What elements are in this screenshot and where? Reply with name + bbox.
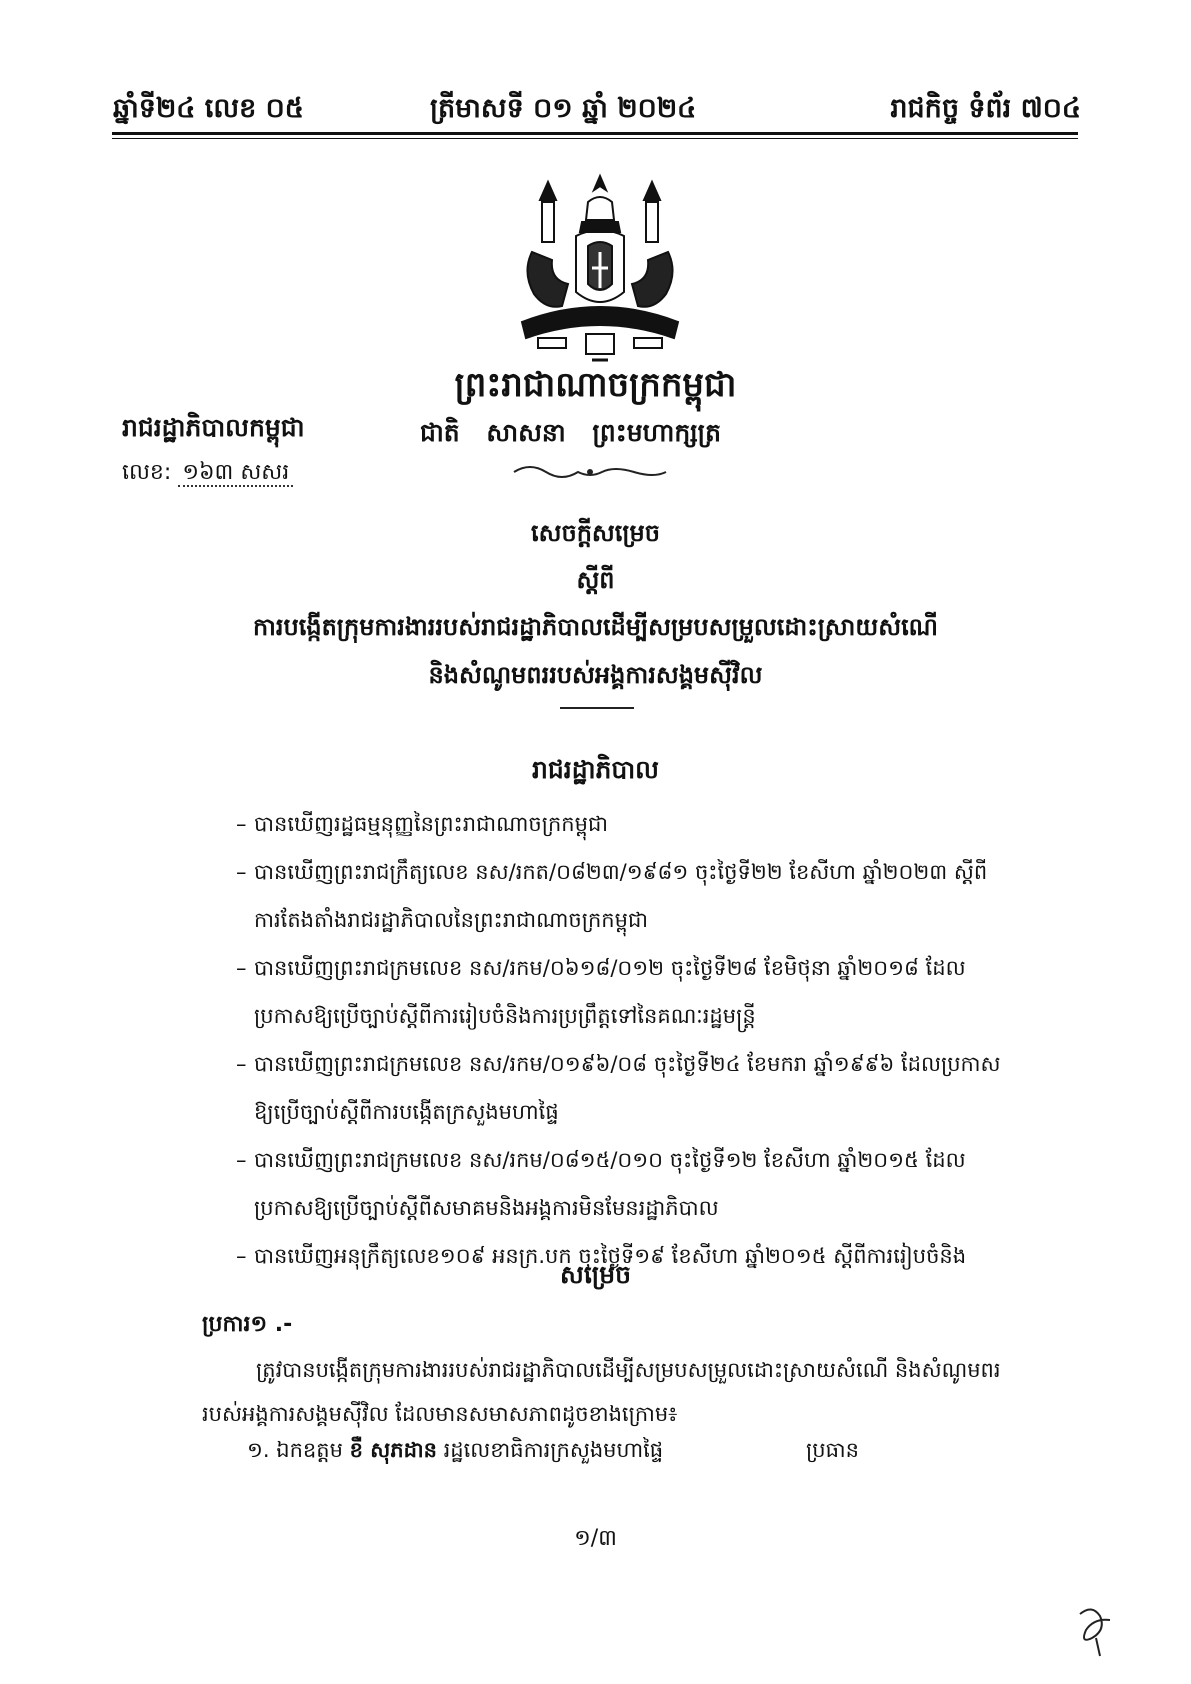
visa-line: ប្រកាសឱ្យប្រើច្បាប់ស្តីពីសមាគមនិងអង្គការមិនមែនរដ្ឋាភិបាល [254, 1196, 719, 1220]
article-text-line: ត្រូវបានបង្កើតក្រុមការងាររបស់រាជរដ្ឋាភិបាលដើម្បីសម្របសម្រួលដោះស្រាយសំណើ និងសំណូមពរ [256, 1358, 1001, 1382]
decision-number-value: ១៦៣ សសរ [178, 460, 293, 487]
member-role: ប្រធាន [806, 1438, 859, 1462]
visa-item: – បានឃើញរដ្ឋធម្មនុញ្ញនៃព្រះរាជាណាចក្រកម្ពុជា [254, 800, 1034, 848]
national-motto: ជាតិ សាសនា ព្រះមហាក្សត្រ [420, 418, 721, 447]
visa-item: – បានឃើញអនុក្រឹត្យលេខ១០៩ អនក្រ.បក ចុះថ្ងៃទី១៩ ខែសីហា ឆ្នាំ២០១៥ ស្តីពីការរៀបចំនិង [254, 1232, 1034, 1280]
kingdom-name: ព្រះរាជាណាចក្រកម្ពុជា [454, 365, 737, 405]
visa-line: បានឃើញព្រះរាជក្រមលេខ នស/រកម/០៦១៨/០១២ ចុះថ្ងៃទី២៨ ខែមិថុនា ឆ្នាំ២០១៨ ដែល [254, 956, 966, 980]
member-position: រដ្ឋលេខាធិការក្រសួងមហាផ្ទៃ [443, 1438, 664, 1462]
handwritten-initial-icon [1070, 1600, 1120, 1660]
article-label: ប្រការ១ .- [202, 1312, 293, 1337]
title-on: ស្តីពី [576, 566, 615, 594]
visa-item: – បានឃើញព្រះរាជក្រឹត្យលេខ នស/រកត/០៨២៣/១៩៨១ ចុះថ្ងៃទី២២ ខែសីហា ឆ្នាំ២០២៣ ស្តីពី ការតែងតាំងរាជរដ្ឋាភិបាលនៃព្រះរាជាណាចក្រកម្ពុជា [254, 848, 1034, 944]
subject-line-2: និងសំណូមពររបស់អង្គការសង្គមស៊ីវិល [428, 661, 763, 689]
gazette-volume: ឆ្នាំទី២៤ លេខ ០៥ [113, 93, 304, 124]
member-title: ឯកឧត្តម [276, 1438, 343, 1462]
member-entry [247, 1437, 663, 1468]
decision-heading: សម្រេច [560, 1260, 631, 1289]
decision-number [122, 458, 293, 490]
member-index: ១. [247, 1438, 270, 1462]
visa-item: – បានឃើញព្រះរាជក្រមលេខ នស/រកម/០៦១៨/០១២ ចុះថ្ងៃទី២៨ ខែមិថុនា ឆ្នាំ២០១៨ ដែល ប្រកាសឱ្យប្រើច្បាប់ស្តីពីការរៀបចំនិងការប្រព្រឹត្តទៅនៃគណៈរដ្ឋមន្ត្រី [254, 944, 1034, 1040]
gazette-quarter: ត្រីមាសទី ០១ ឆ្នាំ ២០២៤ [430, 93, 697, 124]
document-type: សេចក្តីសម្រេច [530, 519, 661, 547]
visa-line: បានឃើញព្រះរាជក្រឹត្យលេខ នស/រកត/០៨២៣/១៩៨១ ចុះថ្ងៃទី២២ ខែសីហា ឆ្នាំ២០២៣ ស្តីពី [254, 860, 988, 884]
article-text [202, 1348, 1046, 1436]
royal-coat-of-arms-icon [502, 172, 698, 372]
visa-line: បានឃើញព្រះរាជក្រមលេខ នស/រកម/០៨១៥/០១០ ចុះថ្ងៃទី១២ ខែសីហា ឆ្នាំ២០១៥ ដែល [254, 1148, 966, 1172]
issuer-name: រាជរដ្ឋាភិបាលកម្ពុជា [122, 413, 305, 442]
visa-line: បានឃើញអនុក្រឹត្យលេខ១០៩ អនក្រ.បក ចុះថ្ងៃទី១៩ ខែសីហា ឆ្នាំ២០១៥ ស្តីពីការរៀបចំនិង [254, 1244, 967, 1268]
decision-number-label: លេខ: [122, 460, 172, 485]
subject-line-1: ការបង្កើតក្រុមការងាររបស់រាជរដ្ឋាភិបាលដើម្បីសម្របសម្រួលដោះស្រាយសំណើ [253, 613, 938, 641]
header-rule-thin [112, 138, 1078, 139]
header-rule-thick [112, 132, 1078, 135]
title-separator [560, 707, 634, 709]
visa-line: ការតែងតាំងរាជរដ្ឋាភិបាលនៃព្រះរាជាណាចក្រកម្ពុជា [254, 908, 648, 932]
member-name: ខឺ សុភដាន [349, 1438, 437, 1462]
visa-line: បានឃើញព្រះរាជក្រមលេខ នស/រកម/០១៩៦/០៨ ចុះថ្ងៃទី២៤ ខែមករា ឆ្នាំ១៩៩៦ ដែលប្រកាស [254, 1052, 1001, 1076]
visa-line: ឱ្យប្រើច្បាប់ស្តីពីការបង្កើតក្រសួងមហាផ្ទៃ [254, 1100, 559, 1124]
body-heading: រាជរដ្ឋាភិបាល [532, 755, 659, 784]
visa-line: បានឃើញរដ្ឋធម្មនុញ្ញនៃព្រះរាជាណាចក្រកម្ពុជា [254, 812, 608, 836]
visa-item: – បានឃើញព្រះរាជក្រមលេខ នស/រកម/០៨១៥/០១០ ចុះថ្ងៃទី១២ ខែសីហា ឆ្នាំ២០១៥ ដែល ប្រកាសឱ្យប្រើច្បាប់ស្តីពីសមាគមនិងអង្គការមិនមែនរដ្ឋាភិបាល [254, 1136, 1034, 1232]
page-number: ១/៣ [574, 1526, 617, 1551]
ornament-divider-icon [510, 460, 670, 484]
article-text-line: របស់អង្គការសង្គមស៊ីវិល ដែលមានសមាសភាពដូចខាងក្រោម៖ [202, 1402, 678, 1426]
visa-item: – បានឃើញព្រះរាជក្រមលេខ នស/រកម/០១៩៦/០៨ ចុះថ្ងៃទី២៤ ខែមករា ឆ្នាំ១៩៩៦ ដែលប្រកាស ឱ្យប្រើច្បាប់ស្តីពីការបង្កើតក្រសួងមហាផ្ទៃ [254, 1040, 1034, 1136]
visa-line: ប្រកាសឱ្យប្រើច្បាប់ស្តីពីការរៀបចំនិងការប្រព្រឹត្តទៅនៃគណៈរដ្ឋមន្ត្រី [254, 1004, 756, 1028]
gazette-page: រាជកិច្ច ទំព័រ ៧០៤ [890, 93, 1081, 124]
